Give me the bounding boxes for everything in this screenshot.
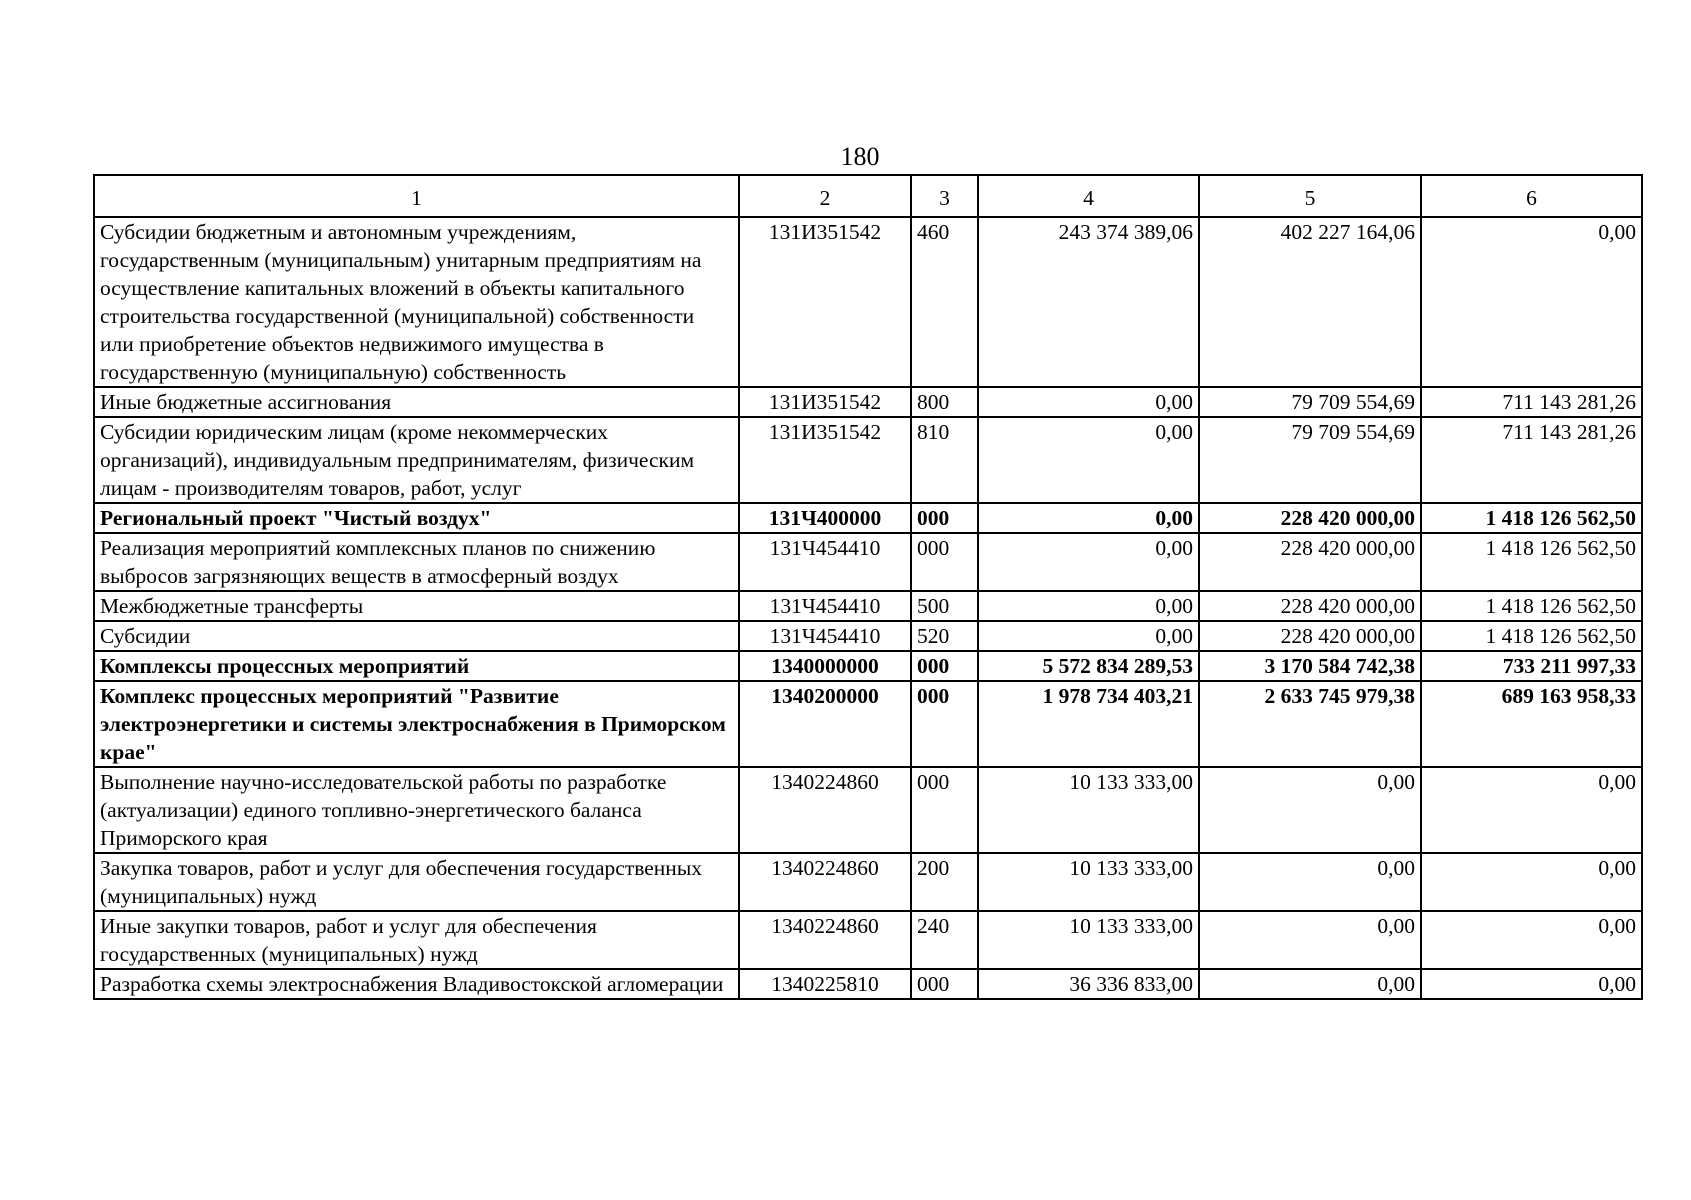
row-value-4: 0,00	[978, 417, 1199, 503]
row-value-4: 36 336 833,00	[978, 969, 1199, 999]
row-name: Субсидии бюджетным и автономным учреждениям, государственным (муниципальным) унитарным предприятиям на осуществление капитальных вложений в объекты капитального строительства государственной (муниципальной) собственности или приобретение объектов недвижимого имущества в государственную (муниципальную) собственность	[94, 217, 739, 387]
row-type: 000	[911, 503, 978, 533]
row-type: 000	[911, 969, 978, 999]
table-row	[94, 417, 1642, 503]
row-value-6: 1 418 126 562,50	[1421, 591, 1642, 621]
row-value-5: 228 420 000,00	[1199, 503, 1421, 533]
row-code: 131Ч454410	[739, 533, 911, 591]
row-code: 1340200000	[739, 681, 911, 767]
table-row	[94, 621, 1642, 651]
row-value-5: 228 420 000,00	[1199, 591, 1421, 621]
row-name: Выполнение научно-исследовательской работы по разработке (актуализации) единого топливно-энергетического баланса Приморского края	[94, 767, 739, 853]
header-row	[94, 175, 1642, 217]
header-col-2: 2	[739, 175, 911, 217]
row-value-4: 10 133 333,00	[978, 911, 1199, 969]
row-type: 520	[911, 621, 978, 651]
row-value-6: 733 211 997,33	[1421, 651, 1642, 681]
page-number: 180	[840, 142, 880, 171]
row-name: Реализация мероприятий комплексных планов по снижению выбросов загрязняющих веществ в атмосферный воздух	[94, 533, 739, 591]
row-value-5: 402 227 164,06	[1199, 217, 1421, 387]
row-name: Комплекс процессных мероприятий "Развитие электроэнергетики и системы электроснабжения в Приморском крае"	[94, 681, 739, 767]
row-value-6: 1 418 126 562,50	[1421, 503, 1642, 533]
row-value-6: 1 418 126 562,50	[1421, 533, 1642, 591]
row-name: Иные закупки товаров, работ и услуг для обеспечения государственных (муниципальных) нужд	[94, 911, 739, 969]
row-value-4: 0,00	[978, 387, 1199, 417]
row-value-5: 0,00	[1199, 767, 1421, 853]
row-value-6: 0,00	[1421, 853, 1642, 911]
row-name: Субсидии	[94, 621, 739, 651]
table-row	[94, 651, 1642, 681]
row-value-5: 0,00	[1199, 969, 1421, 999]
row-code: 131Ч454410	[739, 591, 911, 621]
table-row	[94, 503, 1642, 533]
row-value-6: 711 143 281,26	[1421, 387, 1642, 417]
row-value-6: 0,00	[1421, 911, 1642, 969]
row-value-6: 0,00	[1421, 969, 1642, 999]
row-name: Межбюджетные трансферты	[94, 591, 739, 621]
row-type: 500	[911, 591, 978, 621]
row-type: 000	[911, 533, 978, 591]
row-code: 1340224860	[739, 911, 911, 969]
row-code: 131Ч454410	[739, 621, 911, 651]
row-type: 000	[911, 651, 978, 681]
row-code: 1340224860	[739, 853, 911, 911]
table-row	[94, 969, 1642, 999]
row-value-6: 689 163 958,33	[1421, 681, 1642, 767]
header-col-5: 5	[1199, 175, 1421, 217]
row-value-4: 0,00	[978, 503, 1199, 533]
row-type: 000	[911, 681, 978, 767]
row-value-4: 10 133 333,00	[978, 767, 1199, 853]
header-col-1: 1	[94, 175, 739, 217]
table-row	[94, 767, 1642, 853]
row-name: Субсидии юридическим лицам (кроме некоммерческих организаций), индивидуальным предпринимателям, физическим лицам - производителям товаров, работ, услуг	[94, 417, 739, 503]
row-value-4: 5 572 834 289,53	[978, 651, 1199, 681]
row-name: Разработка схемы электроснабжения Владивостокской агломерации	[94, 969, 739, 999]
row-value-4: 243 374 389,06	[978, 217, 1199, 387]
budget-table	[93, 174, 1643, 1000]
row-value-5: 0,00	[1199, 911, 1421, 969]
row-name: Закупка товаров, работ и услуг для обеспечения государственных (муниципальных) нужд	[94, 853, 739, 911]
row-code: 131И351542	[739, 217, 911, 387]
row-value-5: 79 709 554,69	[1199, 417, 1421, 503]
row-name: Иные бюджетные ассигнования	[94, 387, 739, 417]
row-code: 131Ч400000	[739, 503, 911, 533]
row-value-6: 711 143 281,26	[1421, 417, 1642, 503]
row-type: 200	[911, 853, 978, 911]
table-row	[94, 533, 1642, 591]
row-value-5: 0,00	[1199, 853, 1421, 911]
row-type: 000	[911, 767, 978, 853]
row-type: 460	[911, 217, 978, 387]
row-name: Комплексы процессных мероприятий	[94, 651, 739, 681]
row-code: 1340224860	[739, 767, 911, 853]
row-value-4: 1 978 734 403,21	[978, 681, 1199, 767]
row-value-6: 0,00	[1421, 767, 1642, 853]
row-type: 800	[911, 387, 978, 417]
table-row	[94, 681, 1642, 767]
row-type: 810	[911, 417, 978, 503]
row-value-4: 10 133 333,00	[978, 853, 1199, 911]
row-value-5: 228 420 000,00	[1199, 533, 1421, 591]
table-row	[94, 217, 1642, 387]
row-value-6: 1 418 126 562,50	[1421, 621, 1642, 651]
row-value-5: 2 633 745 979,38	[1199, 681, 1421, 767]
header-col-3: 3	[911, 175, 978, 217]
header-col-4: 4	[978, 175, 1199, 217]
table-row	[94, 853, 1642, 911]
row-code: 131И351542	[739, 417, 911, 503]
table-body	[94, 217, 1642, 999]
row-value-5: 3 170 584 742,38	[1199, 651, 1421, 681]
row-code: 131И351542	[739, 387, 911, 417]
row-value-4: 0,00	[978, 533, 1199, 591]
row-code: 1340225810	[739, 969, 911, 999]
table-row	[94, 387, 1642, 417]
row-type: 240	[911, 911, 978, 969]
header-col-6: 6	[1421, 175, 1642, 217]
table-row	[94, 591, 1642, 621]
row-value-5: 79 709 554,69	[1199, 387, 1421, 417]
row-value-5: 228 420 000,00	[1199, 621, 1421, 651]
row-name: Региональный проект "Чистый воздух"	[94, 503, 739, 533]
row-code: 1340000000	[739, 651, 911, 681]
row-value-6: 0,00	[1421, 217, 1642, 387]
row-value-4: 0,00	[978, 621, 1199, 651]
row-value-4: 0,00	[978, 591, 1199, 621]
table-row	[94, 911, 1642, 969]
